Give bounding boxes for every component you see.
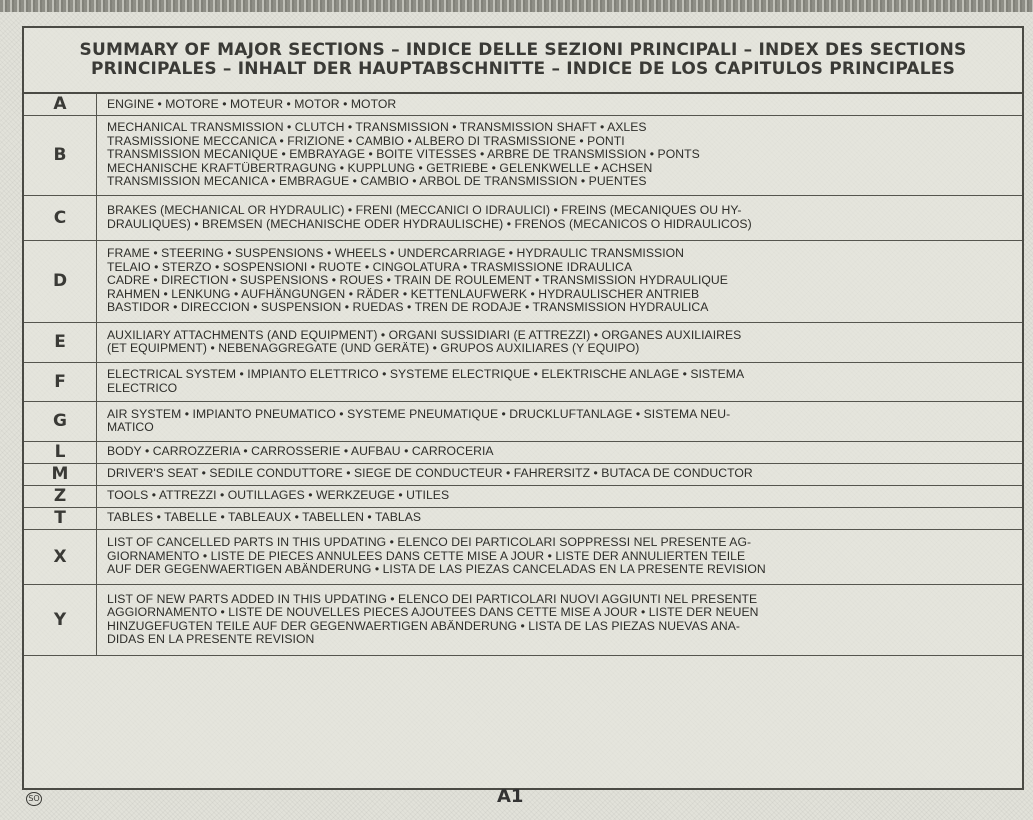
summary-header bbox=[24, 28, 1022, 94]
section-letter: C bbox=[24, 195, 97, 240]
section-row-e bbox=[24, 322, 1022, 362]
section-description-line: AUXILIARY ATTACHMENTS (AND EQUIPMENT) • ORGANI SUSSIDIARI (E ATTREZZI) • ORGANES AUXILIAIRES bbox=[107, 328, 742, 342]
section-description bbox=[97, 529, 1023, 584]
summary-frame bbox=[22, 26, 1024, 790]
section-description bbox=[97, 115, 1023, 195]
section-row-a bbox=[24, 94, 1022, 115]
section-row-c bbox=[24, 195, 1022, 240]
section-description bbox=[97, 485, 1023, 507]
section-letter: Z bbox=[24, 485, 97, 507]
section-description-line: FRAME • STEERING • SUSPENSIONS • WHEELS • UNDERCARRIAGE • HYDRAULIC TRANSMISSION bbox=[107, 247, 685, 261]
section-description-line: MATICO bbox=[107, 421, 154, 434]
scan-top-band bbox=[0, 0, 1033, 12]
section-description-line: LIST OF NEW PARTS ADDED IN THIS UPDATING • ELENCO DEI PARTICOLARI NUOVI AGGIUNTI NEL PRESENTE bbox=[107, 592, 758, 606]
section-description bbox=[97, 463, 1023, 485]
header-line-2: PRINCIPALES – INHALT DER HAUPTABSCHNITTE – INDICE DE LOS CAPITULOS PRINCIPALES bbox=[90, 59, 956, 79]
section-description-line: AGGIORNAMENTO • LISTE DE NOUVELLES PIECES AJOUTEES DANS CETTE MISE A JOUR • LISTE DER NEUEN bbox=[107, 606, 759, 620]
section-description-line: MECHANICAL TRANSMISSION • CLUTCH • TRANSMISSION • TRANSMISSION SHAFT • AXLES bbox=[107, 121, 647, 135]
section-letter: T bbox=[24, 507, 97, 529]
section-description bbox=[97, 94, 1023, 115]
section-description-line: ELECTRICAL SYSTEM • IMPIANTO ELETTRICO • SYSTEME ELECTRIQUE • ELEKTRISCHE ANLAGE • SISTEMA bbox=[107, 368, 745, 382]
section-description-line: ELECTRICO bbox=[107, 381, 178, 395]
section-row-m bbox=[24, 463, 1022, 485]
section-row-f bbox=[24, 362, 1022, 401]
section-description-line: CADRE • DIRECTION • SUSPENSIONS • ROUES • TRAIN DE ROULEMENT • TRANSMISSION HYDRAULIQUE bbox=[107, 274, 728, 288]
section-description bbox=[97, 507, 1023, 529]
section-letter: Y bbox=[24, 584, 97, 655]
section-description-line: TRANSMISSION MECANICA • EMBRAGUE • CAMBIO • ARBOL DE TRANSMISSION • PUENTES bbox=[107, 175, 647, 189]
section-row-z bbox=[24, 485, 1022, 507]
section-letter: E bbox=[24, 322, 97, 362]
section-description bbox=[97, 195, 1023, 240]
section-letter: D bbox=[24, 240, 97, 322]
section-description-line: DRIVER'S SEAT • SEDILE CONDUTTORE • SIEGE DE CONDUCTEUR • FAHRERSITZ • BUTACA DE CONDUCTOR bbox=[107, 467, 753, 481]
section-description bbox=[97, 240, 1023, 322]
section-description-line: BODY • CARROZZERIA • CARROSSERIE • AUFBAU • CARROCERIA bbox=[107, 445, 494, 459]
section-description bbox=[97, 322, 1023, 362]
section-row-x bbox=[24, 529, 1022, 584]
section-letter: F bbox=[24, 362, 97, 401]
section-description-line: BASTIDOR • DIRECCION • SUSPENSION • RUEDAS • TREN DE RODAJE • TRANSMISSION HYDRAULICA bbox=[107, 301, 709, 315]
section-description bbox=[97, 584, 1023, 655]
section-letter: L bbox=[24, 441, 97, 463]
section-row-y bbox=[24, 584, 1022, 655]
section-description bbox=[97, 401, 1023, 441]
section-letter: A bbox=[24, 94, 97, 115]
section-description-line: TELAIO • STERZO • SOSPENSIONI • RUOTE • CINGOLATURA • TRASMISSIONE IDRAULICA bbox=[107, 260, 633, 274]
section-letter: G bbox=[24, 401, 97, 441]
header-line-1: SUMMARY OF MAJOR SECTIONS – INDICE DELLE SEZIONI PRINCIPALI – INDEX DES SECTIONS bbox=[79, 40, 967, 60]
section-description-line: LIST OF CANCELLED PARTS IN THIS UPDATING • ELENCO DEI PARTICOLARI SOPPRESSI NEL PRESENTE AG- bbox=[107, 536, 752, 550]
section-description-line: TRANSMISSION MECANIQUE • EMBRAYAGE • BOITE VITESSES • ARBRE DE TRANSMISSION • PONTS bbox=[107, 148, 700, 162]
section-description-line: AIR SYSTEM • IMPIANTO PNEUMATICO • SYSTEME PNEUMATIQUE • DRUCKLUFTANLAGE • SISTEMA NEU- bbox=[107, 407, 731, 421]
section-description-line: ENGINE • MOTORE • MOTEUR • MOTOR • MOTOR bbox=[107, 97, 397, 111]
page-mark: A1 bbox=[497, 786, 524, 807]
section-letter: M bbox=[24, 463, 97, 485]
section-description-line: HINZUGEFUGTEN TEILE AUF DER GEGENWAERTIGEN ABÄNDERUNG • LISTA DE LAS PIEZAS NUEVAS ANA- bbox=[107, 619, 741, 633]
section-description-line: DRAULIQUES) • BREMSEN (MECHANISCHE ODER HYDRAULISCHE) • FRENOS (MECANICOS O HIDRAULICOS) bbox=[107, 217, 752, 231]
section-row-l bbox=[24, 441, 1022, 463]
section-row-d bbox=[24, 240, 1022, 322]
section-description-line: DIDAS EN LA PRESENTE REVISION bbox=[107, 632, 315, 646]
section-description-line: AUF DER GEGENWAERTIGEN ABÄNDERUNG • LISTA DE LAS PIEZAS CANCELADAS EN LA PRESENTE REVISION bbox=[107, 563, 766, 577]
sections-table bbox=[24, 94, 1022, 656]
section-description-line: MECHANISCHE KRAFTÜBERTRAGUNG • KUPPLUNG • GETRIEBE • GELENKWELLE • ACHSEN bbox=[107, 161, 653, 175]
section-row-t bbox=[24, 507, 1022, 529]
section-row-g bbox=[24, 401, 1022, 441]
page-icon: SO bbox=[26, 792, 42, 806]
section-letter: B bbox=[24, 115, 97, 195]
section-description-line: GIORNAMENTO • LISTE DE PIECES ANNULEES DANS CETTE MISE A JOUR • LISTE DER ANNULIERTEN TEILE bbox=[107, 549, 746, 563]
section-description-line: (ET EQUIPMENT) • NEBENAGGREGATE (UND GERÄTE) • GRUPOS AUXILIARES (Y EQUIPO) bbox=[107, 342, 640, 355]
section-row-b bbox=[24, 115, 1022, 195]
section-description-line: TOOLS • ATTREZZI • OUTILLAGES • WERKZEUGE • UTILES bbox=[107, 489, 450, 503]
section-description-line: BRAKES (MECHANICAL OR HYDRAULIC) • FRENI (MECCANICI O IDRAULICI) • FREINS (MECANIQUES OU HY- bbox=[107, 204, 742, 218]
section-description-line: TRASMISSIONE MECCANICA • FRIZIONE • CAMBIO • ALBERO DI TRASMISSIONE • PONTI bbox=[107, 134, 625, 148]
section-description bbox=[97, 441, 1023, 463]
section-letter: X bbox=[24, 529, 97, 584]
section-description bbox=[97, 362, 1023, 401]
section-description-line: RAHMEN • LENKUNG • AUFHÄNGUNGEN • RÄDER • KETTENLAUFWERK • HYDRAULISCHER ANTRIEB bbox=[107, 287, 700, 301]
section-description-line: TABLES • TABELLE • TABLEAUX • TABELLEN • TABLAS bbox=[107, 511, 422, 525]
